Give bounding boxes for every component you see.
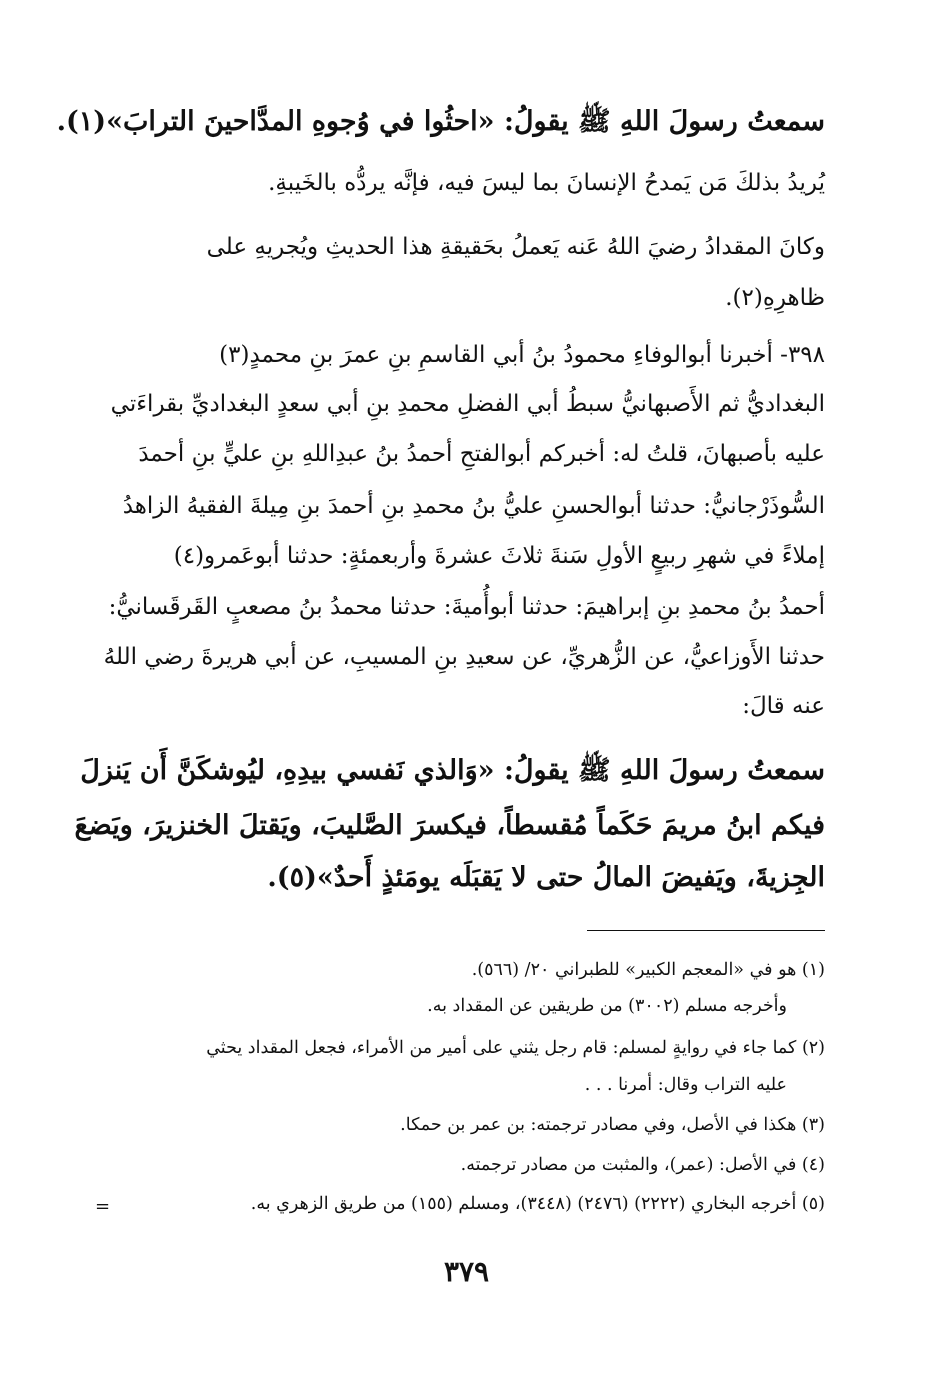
isnad-line: عليه بأصبهانَ، قلتُ له: أخبركم أبوالفتحِ أحمدُ بنُ عبدِاللهِ بنِ عليٍّ بنِ أحمدَ	[138, 441, 825, 467]
isnad-line: عنه قالَ:	[742, 693, 825, 719]
commentary-line: وكانَ المقدادُ رضيَ اللهُ عَنه يَعملُ بحَقيقةِ هذا الحديثِ ويُجريهِ على	[206, 234, 825, 260]
footnote-separator	[587, 930, 825, 931]
commentary-line: يُريدُ بذلكَ مَن يَمدحُ الإنسانَ بما ليسَ فيه، فإنَّه يردُّه بالخَيبةِ.	[268, 170, 825, 196]
isnad-line: إملاءً في شهرِ ربيعٍ الأولِ سَنةَ ثلاثَ عشرةَ وأربعمئةٍ: حدثنا أبوعَمرو(٤)	[173, 543, 825, 569]
isnad-line: أحمدُ بنُ محمدِ بنِ إبراهيمَ: حدثنا أبوأُميةَ: حدثنا محمدُ بنُ مصعبٍ القَرقَسانيُّ:	[108, 594, 825, 620]
commentary-line: ظاهرِهِ(٢).	[725, 285, 825, 311]
isnad-line: ٣٩٨- أخبرنا أبوالوفاءِ محمودُ بنُ أبي القاسمِ بنِ عمرَ بنِ محمدٍ(٣)	[219, 342, 825, 368]
continuation-mark: =	[95, 1196, 111, 1217]
footnote-line: (٣) هكذا في الأصل، وفي مصادر ترجمته: بن عمر بن حمكا.	[400, 1115, 825, 1135]
isnad-line: السُّوذَرْجانيُّ: حدثنا أبوالحسنِ عليُّ بنُ محمدِ بنِ أحمدَ بنِ مِيلةَ الفقيهُ الزاهدُ	[122, 493, 825, 519]
footnote-line: (٤) في الأصل: (عمر)، والمثبت من مصادر ترجمته.	[460, 1155, 825, 1175]
isnad-line: حدثنا الأَوزاعيُّ، عن الزُّهريِّ، عن سعيدِ بنِ المسيبِ، عن أبي هريرةَ رضي اللهُ	[103, 644, 825, 670]
page-number: ٣٧٩	[443, 1255, 490, 1288]
hadith-line: الجِزيةَ، ويَفيضَ المالُ حتى لا يَقبَلَه يومَئذٍ أَحدٌ»(٥).	[267, 862, 825, 893]
footnote-line: (١) هو في «المعجم الكبير» للطبراني ٢٠/ (٥٦٦).	[471, 960, 825, 980]
footnote-line: وأخرجه مسلم (٣٠٠٢) من طريقين عن المقداد به.	[427, 996, 787, 1016]
hadith-line: سمعتُ رسولَ اللهِ ﷺ يقولُ: «احثُوا في وُجوهِ المدَّاحينَ الترابَ»(١).	[56, 106, 825, 137]
footnote-line: عليه التراب وقال: أمرنا . . .	[584, 1075, 787, 1095]
footnote-line: (٢) كما جاء في روايةٍ لمسلم: قام رجل يثني على أمير من الأمراء، فجعل المقداد يحثي	[206, 1038, 825, 1058]
isnad-line: البغداديُّ ثم الأَصبهانيُّ سبطُ أبي الفضلِ محمدِ بنِ أبي سعدٍ البغداديِّ بقراءَتي	[110, 391, 825, 417]
hadith-line: سمعتُ رسولَ اللهِ ﷺ يقولُ: «وَالذي نَفسي بيدِهِ، ليُوشكَنَّ أَن يَنزلَ	[80, 755, 825, 786]
hadith-line: فيكم ابنُ مريمَ حَكَماً مُقسطاً، فيكسرَ الصَّليبَ، ويَقتلَ الخنزيرَ، ويَضعَ	[74, 810, 825, 841]
footnote-line: (٥) أخرجه البخاري (٢٢٢٢) (٢٤٧٦) (٣٤٤٨)، ومسلم (١٥٥) من طريق الزهري به.	[250, 1194, 825, 1214]
